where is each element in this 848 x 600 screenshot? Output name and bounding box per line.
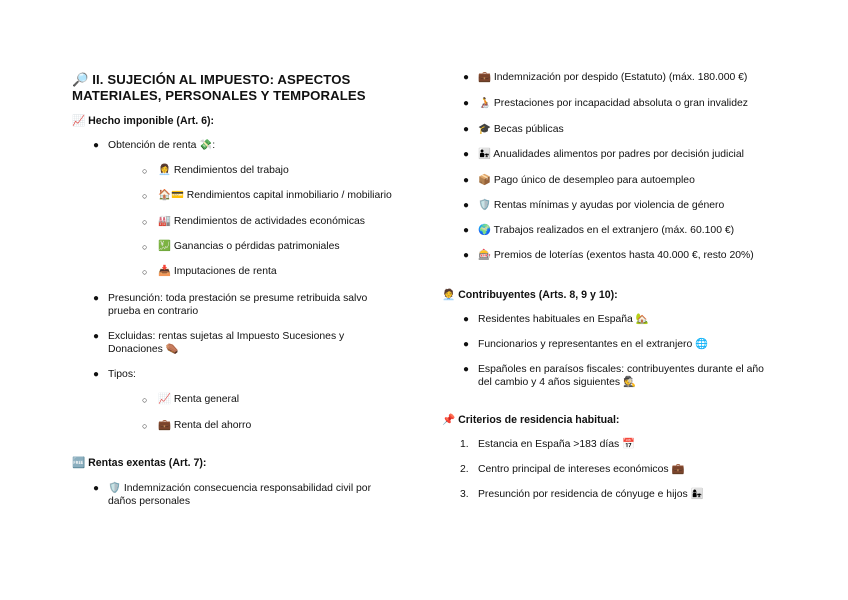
list-item-text: 💼 Indemnización por despido (Estatuto) (máx. 180.000 €) xyxy=(478,72,748,83)
sublist-item-text: 📥 Imputaciones de renta xyxy=(158,266,277,277)
list-item-obtencion xyxy=(93,140,398,153)
list-item-contribuyente xyxy=(463,339,778,352)
list-item-text: 🎓 Becas públicas xyxy=(478,124,564,135)
list-item-text: 👨‍👧 Anualidades alimentos por padres por decisión judicial xyxy=(478,149,744,160)
list-item-text: Obtención de renta 💸: xyxy=(108,140,216,151)
bullet-marker: ● xyxy=(463,72,470,83)
list-item-excluidas xyxy=(93,331,400,356)
numbered-item-text: Presunción por residencia de cónyuge e hijos 👩‍👧 xyxy=(478,489,704,500)
list-item-exenta xyxy=(463,98,778,111)
list-item-text: 🧑‍🦽 Prestaciones por incapacidad absoluta o gran invalidez xyxy=(478,98,748,109)
sublist-item-text: 👩‍💼 Rendimientos del trabajo xyxy=(158,165,289,176)
bullet-marker: ● xyxy=(463,364,470,375)
bullet-marker: ● xyxy=(463,175,470,186)
list-item-exenta xyxy=(463,225,778,238)
sublist-item xyxy=(142,394,398,407)
sublist-item xyxy=(142,420,398,433)
sublist-item xyxy=(142,266,398,279)
circle-marker: ○ xyxy=(142,191,148,201)
list-item-text: Tipos: xyxy=(108,369,136,380)
list-item-presuncion xyxy=(93,293,400,318)
list-item-text: Españoles en paraísos fiscales: contribuyentes durante el año del cambio y 4 años siguientes 🕵️ xyxy=(478,364,764,388)
bullet-marker: ● xyxy=(463,225,470,236)
list-item-tipos xyxy=(93,369,400,382)
bullet-marker: ● xyxy=(463,149,470,160)
heading-contribuyentes: 🧑‍💼 Contribuyentes (Arts. 8, 9 y 10): xyxy=(442,289,618,301)
heading-rentas-exentas: 🆓 Rentas exentas (Art. 7): xyxy=(72,457,207,469)
bullet-marker: ● xyxy=(93,369,100,380)
list-item-text: 🌍 Trabajos realizados en el extranjero (máx. 60.100 €) xyxy=(478,225,735,236)
list-item-text: 📦 Pago único de desempleo para autoempleo xyxy=(478,175,695,186)
numbered-item xyxy=(460,464,778,477)
list-item-text: Residentes habituales en España 🏡 xyxy=(478,314,649,325)
sublist-item-text: 🏠💳 Rendimientos capital inmobiliario / mobiliario xyxy=(158,190,392,201)
list-item-exenta xyxy=(463,149,778,162)
list-item-exenta xyxy=(463,175,778,188)
list-item-text: Excluidas: rentas sujetas al Impuesto Sucesiones y Donaciones ⚰️ xyxy=(108,331,345,355)
bullet-marker: ● xyxy=(463,314,470,325)
list-item-text: 🛡️ Indemnización consecuencia responsabilidad civil por daños personales xyxy=(108,483,372,507)
bullet-marker: ● xyxy=(93,293,100,304)
list-item-text: 🛡️ Rentas mínimas y ayudas por violencia de género xyxy=(478,200,725,211)
number-marker: 3. xyxy=(460,489,469,500)
numbered-item-text: Centro principal de intereses económicos 💼 xyxy=(478,464,685,475)
sublist-item-text: 🏭 Rendimientos de actividades económicas xyxy=(158,216,366,227)
numbered-item xyxy=(460,439,778,452)
list-item-exenta xyxy=(463,124,778,137)
sublist-item xyxy=(142,241,398,254)
circle-marker: ○ xyxy=(142,166,148,176)
circle-marker: ○ xyxy=(142,395,148,405)
bullet-marker: ● xyxy=(93,331,100,342)
sublist-item xyxy=(142,190,408,203)
list-item-exenta xyxy=(463,72,778,85)
sublist-item xyxy=(142,165,398,178)
bullet-marker: ● xyxy=(463,98,470,109)
list-item-contribuyente xyxy=(463,364,770,389)
circle-marker: ○ xyxy=(142,217,148,227)
sublist-item-text: 📈 Renta general xyxy=(158,394,240,405)
number-marker: 1. xyxy=(460,439,469,450)
bullet-marker: ● xyxy=(463,339,470,350)
list-item-contribuyente xyxy=(463,314,778,327)
list-item-exenta xyxy=(93,483,400,508)
bullet-marker: ● xyxy=(463,200,470,211)
bullet-marker: ● xyxy=(463,124,470,135)
list-item-text: Funcionarios y representantes en el extranjero 🌐 xyxy=(478,339,709,350)
bullet-marker: ● xyxy=(463,250,470,261)
number-marker: 2. xyxy=(460,464,469,475)
circle-marker: ○ xyxy=(142,267,148,277)
list-item-exenta xyxy=(463,200,778,213)
sublist-item xyxy=(142,216,398,229)
bullet-marker: ● xyxy=(93,483,100,494)
sublist-item-text: 💹 Ganancias o pérdidas patrimoniales xyxy=(158,241,340,252)
circle-marker: ○ xyxy=(142,421,148,431)
numbered-item-text: Estancia en España >183 días 📅 xyxy=(478,439,636,450)
bullet-marker: ● xyxy=(93,140,100,151)
sublist-item-text: 💼 Renta del ahorro xyxy=(158,420,252,431)
list-item-text: Presunción: toda prestación se presume retribuida salvo prueba en contrario xyxy=(108,293,368,317)
page-title: 🔎 II. SUJECIÓN AL IMPUESTO: ASPECTOS MATERIALES, PERSONALES Y TEMPORALES xyxy=(72,72,366,103)
numbered-item xyxy=(460,489,778,502)
list-item-exenta xyxy=(463,250,782,263)
circle-marker: ○ xyxy=(142,242,148,252)
heading-hecho-imponible: 📈 Hecho imponible (Art. 6): xyxy=(72,115,215,127)
list-item-text: 🎰 Premios de loterías (exentos hasta 40.000 €, resto 20%) xyxy=(478,250,754,261)
heading-criterios-residencia: 📌 Criterios de residencia habitual: xyxy=(442,414,620,426)
